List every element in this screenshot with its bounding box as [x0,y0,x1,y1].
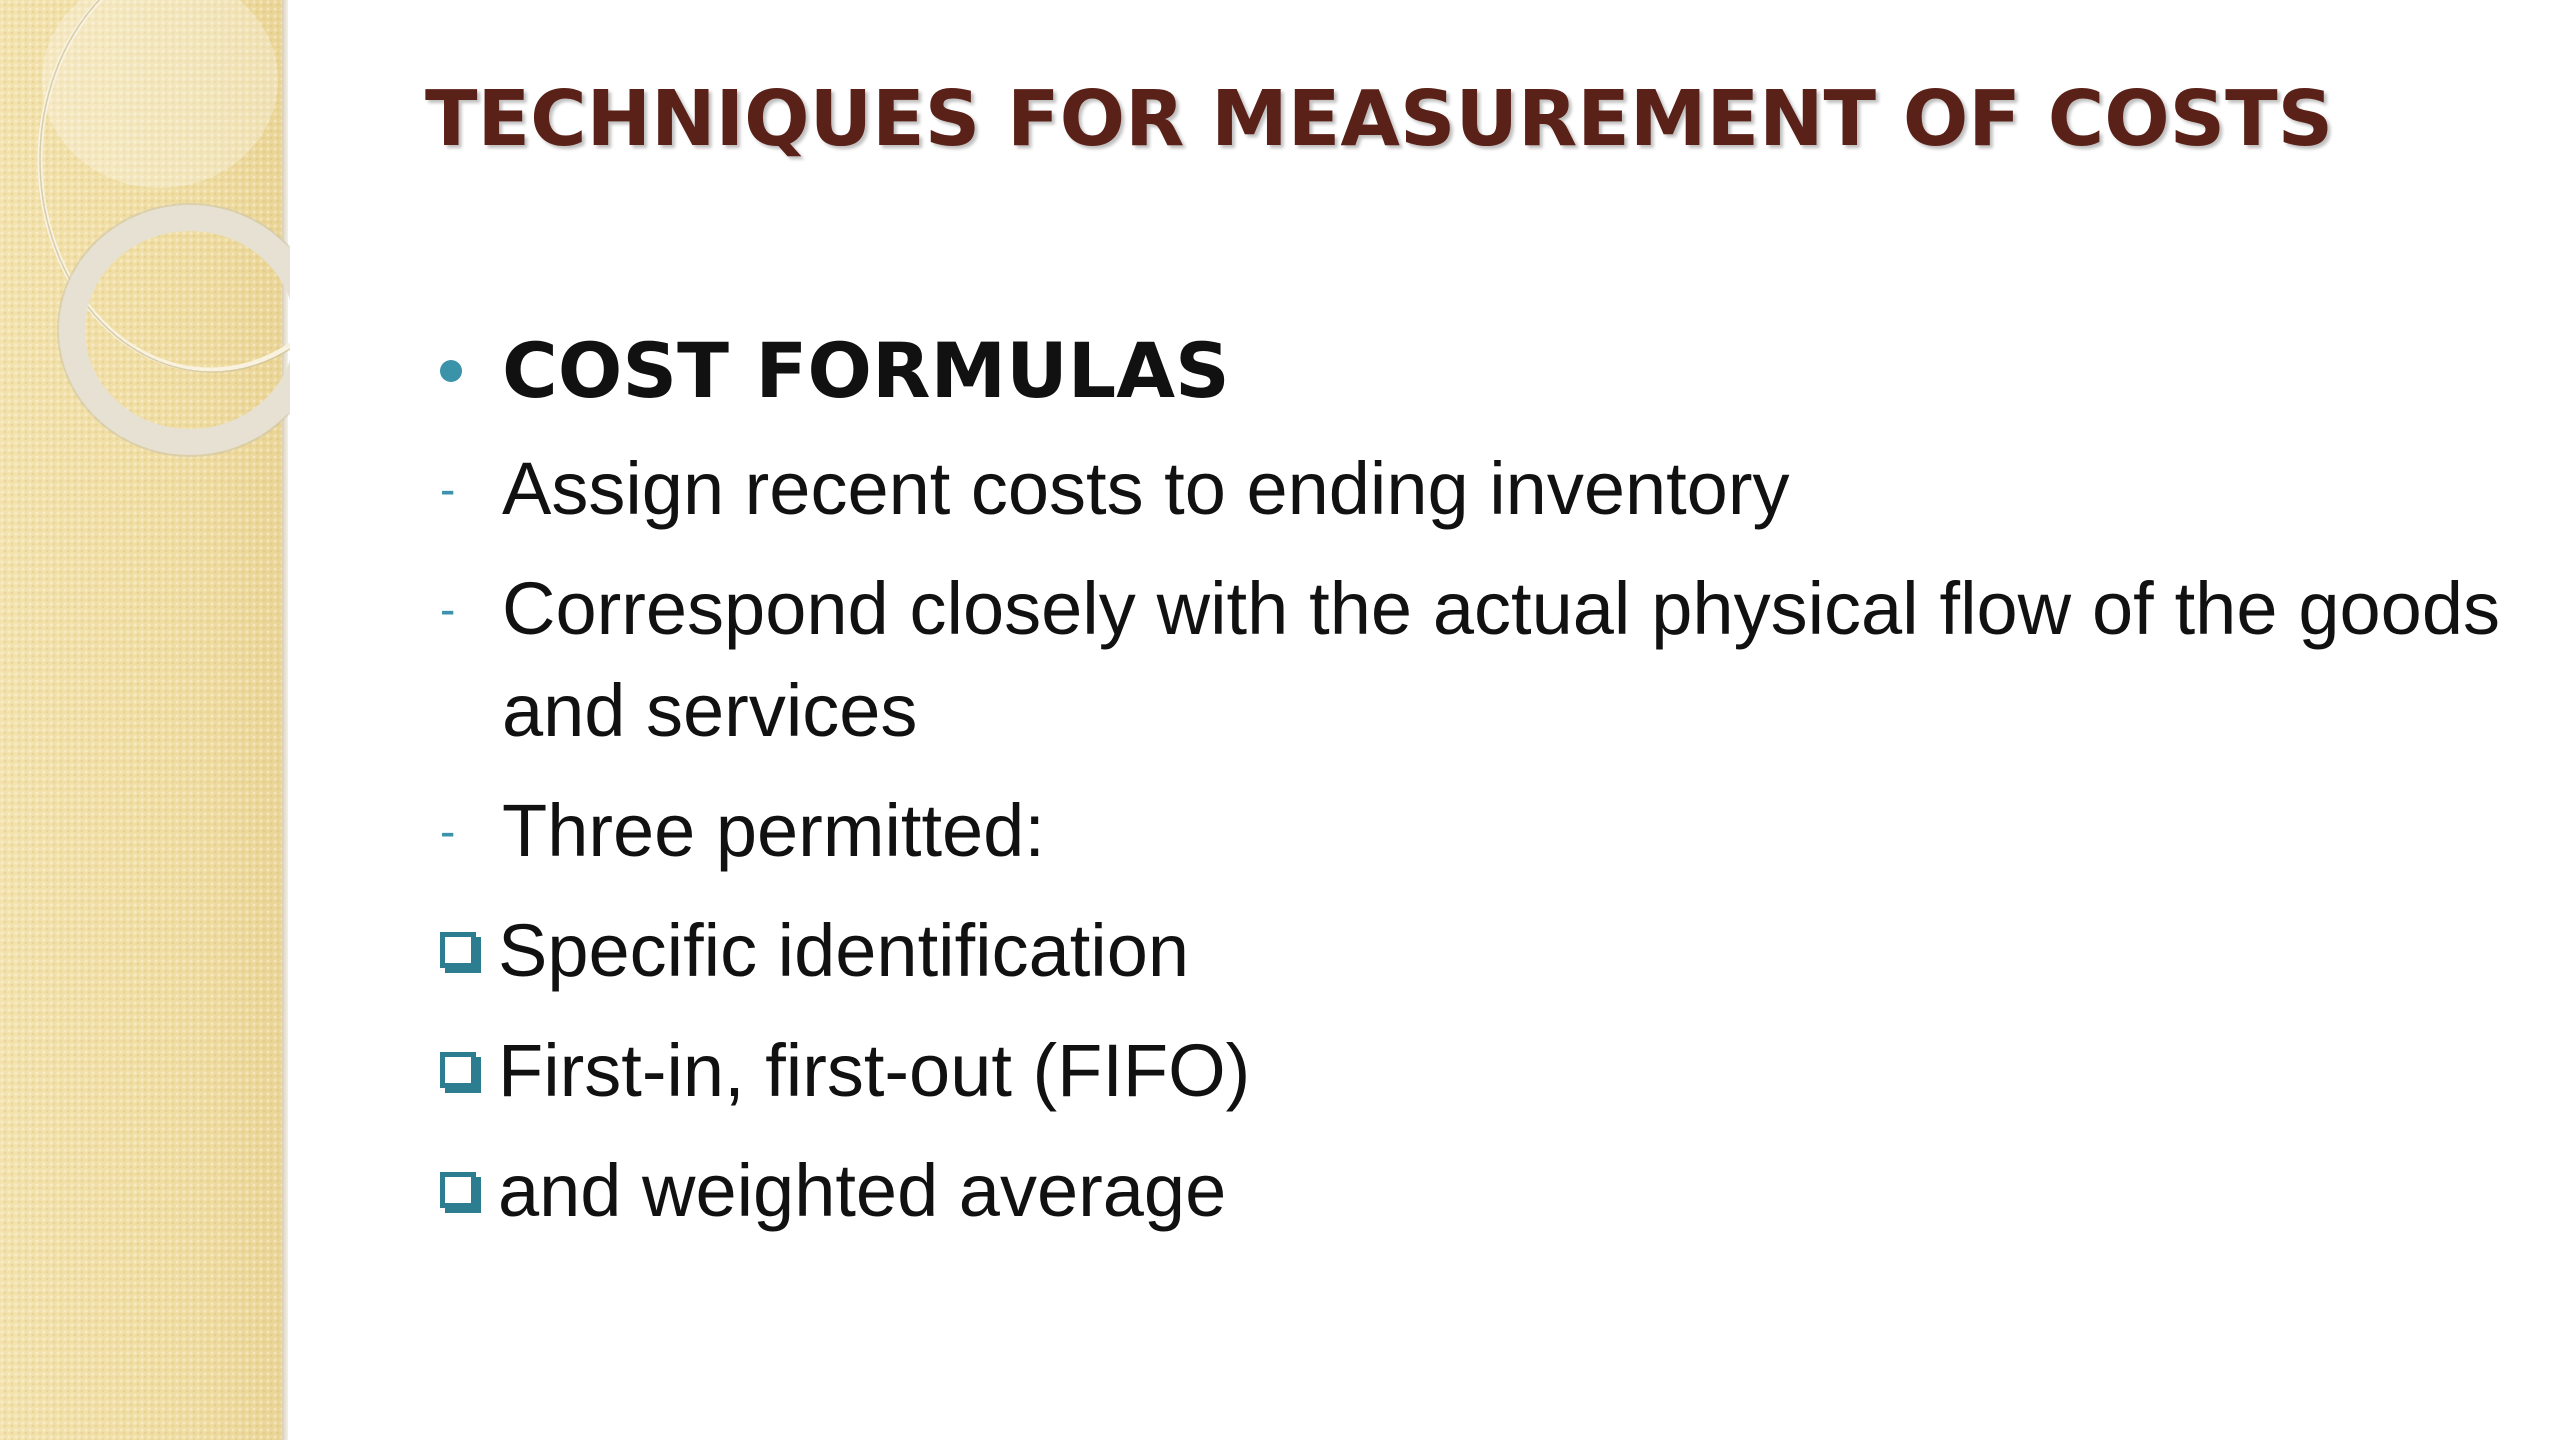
option-item [440,1140,2500,1242]
option-item-text: Specific identification [498,909,1190,992]
dash-item [440,558,2500,762]
checkbox-bullet-icon [440,1172,476,1208]
heading-text: COST FORMULAS [502,326,1230,415]
dash-item [440,438,2500,540]
round-bullet-icon [440,360,462,382]
dash-item [440,780,2500,882]
option-item [440,900,2500,1002]
dash-item-text: Three permitted: [502,789,1045,872]
slide-content [440,320,2500,1260]
option-item [440,1020,2500,1122]
checkbox-bullet-icon [440,1052,476,1088]
dash-bullet-icon: - [440,583,456,635]
option-item-text: First-in, first-out (FIFO) [498,1029,1251,1112]
dash-bullet-icon: - [440,463,456,515]
checkbox-bullet-icon [440,932,476,968]
option-item-text: and weighted average [498,1149,1227,1232]
decorative-rings [0,0,290,500]
heading-item [440,320,2500,422]
slide-title: TECHNIQUES FOR MEASUREMENT OF COSTS [425,75,2334,164]
dash-item-text: Assign recent costs to ending inventory [502,447,1790,530]
dash-item-text: Correspond closely with the actual physical flow of the goods and services [502,567,2500,752]
dash-bullet-icon: - [440,805,456,857]
